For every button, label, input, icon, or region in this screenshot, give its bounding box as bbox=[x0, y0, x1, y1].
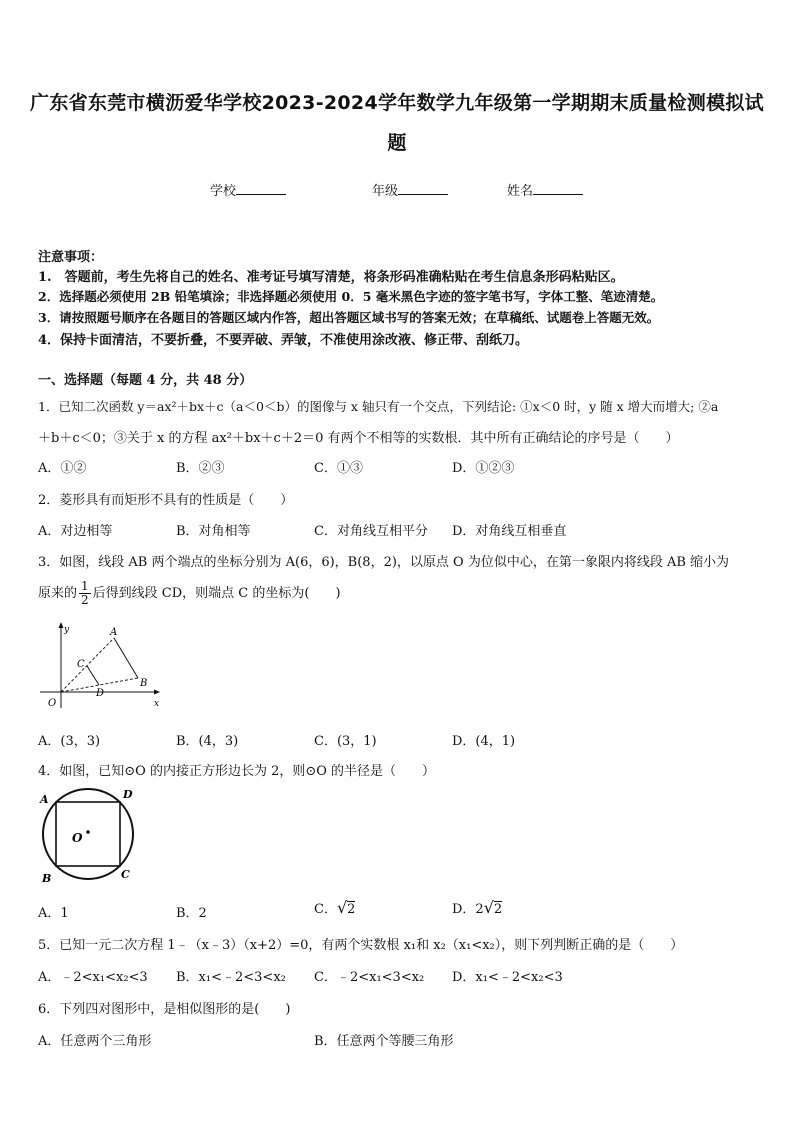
sqrt-icon: √ bbox=[336, 898, 348, 917]
q1-option-b: B．②③ bbox=[176, 461, 225, 476]
q4-stem: 4．如图，已知⊙O 的内接正方形边长为 2，则⊙O 的半径是（ ） bbox=[38, 764, 436, 779]
q2-option-c: C．对角线互相平分 bbox=[314, 524, 428, 539]
school-label: 学校 bbox=[210, 184, 237, 199]
q6-option-b: B．任意两个等腰三角形 bbox=[314, 1034, 454, 1049]
q3-stem-post: 后得到线段 CD，则端点 C 的坐标为( ) bbox=[92, 586, 341, 601]
notice-item-1: 1. 答题前，考生先将自己的姓名、准考证号填写清楚，将条形码准确粘贴在考生信息条形码粘贴区。 bbox=[38, 270, 624, 285]
figure-label-o: O bbox=[48, 698, 57, 709]
q4-option-d-label: D．2 bbox=[452, 902, 484, 917]
q3-option-a: A．(3，3) bbox=[38, 734, 101, 749]
q5-option-b: B．x₁<﹣2<3<x₂ bbox=[176, 970, 286, 985]
exam-title-line-2: 题 bbox=[387, 132, 407, 154]
figure-label-d: D bbox=[96, 688, 105, 699]
name-label: 姓名 bbox=[507, 184, 534, 199]
figure-label-y: y bbox=[64, 625, 70, 635]
q1-option-c: C．①③ bbox=[314, 461, 363, 476]
grade-label: 年级 bbox=[372, 184, 399, 199]
school-blank bbox=[236, 182, 286, 195]
q1-option-d: D．①②③ bbox=[452, 461, 515, 476]
q2-option-d: D．对角线互相垂直 bbox=[452, 524, 567, 539]
segment-ab bbox=[114, 638, 138, 678]
grade-blank bbox=[398, 182, 448, 195]
notice-item-2: 2．选择题必须使用 2B 铅笔填涂；非选择题必须使用 0．5 毫米黑色字迹的签字笔书写，字体工整、笔迹清楚。 bbox=[38, 289, 664, 304]
q4-label-c: C bbox=[121, 868, 130, 881]
figure-label-a: A bbox=[110, 627, 118, 638]
q3-option-c: C．(3，1) bbox=[314, 734, 377, 749]
q3-option-d: D．(4，1) bbox=[452, 734, 516, 749]
q3-stem-pre: 原来的 bbox=[38, 586, 78, 601]
name-field bbox=[507, 180, 583, 199]
q5-stem: 5．已知一元二次方程 1﹣（x﹣3）（x+2）=0，有两个实数根 x₁和 x₂（x₁<x₂），则下列判断正确的是（ ） bbox=[38, 938, 684, 953]
segment-cd bbox=[87, 666, 99, 685]
notice-item-3: 3．请按照题号顺序在各题目的答题区域内作答，超出答题区域书写的答案无效；在草稿纸、试题卷上答题无效。 bbox=[38, 310, 660, 325]
q2-option-b: B．对角相等 bbox=[176, 524, 251, 539]
q2-stem: 2．菱形具有而矩形不具有的性质是（ ） bbox=[38, 493, 294, 508]
section-1-heading: 一、选择题（每题 4 分，共 48 分） bbox=[38, 373, 253, 388]
q6-stem: 6．下列四对图形中，是相似图形的是( ) bbox=[38, 1002, 291, 1017]
inscribed-square bbox=[56, 802, 120, 866]
notice-item-4: 4．保持卡面清洁，不要折叠，不要弄破、弄皱，不准使用涂改液、修正带、刮纸刀。 bbox=[38, 333, 529, 348]
one-half-fraction bbox=[79, 580, 91, 607]
q1-option-a: A．①② bbox=[38, 461, 87, 476]
exam-title-line-1: 广东省东莞市横沥爱华学校2023-2024学年数学九年级第一学期期末质量检测模拟试 bbox=[30, 92, 764, 114]
fraction-numerator: 1 bbox=[81, 579, 89, 593]
q5-option-c: C．﹣2<x₁<3<x₂ bbox=[314, 970, 425, 985]
figure-label-c: C bbox=[77, 659, 85, 670]
q4-option-a: A．1 bbox=[38, 906, 69, 921]
q3-stem-line-1: 3．如图，线段 AB 两个端点的坐标分别为 A(6，6)，B(8，2)，以原点 O 为位似中心，在第一象限内将线段 AB 缩小为 bbox=[38, 555, 730, 570]
q4-option-d bbox=[452, 898, 502, 917]
sqrt-icon: √ bbox=[483, 898, 494, 917]
q3-stem-line-2 bbox=[38, 580, 341, 607]
grade-field bbox=[372, 180, 448, 199]
center-dot bbox=[86, 830, 90, 834]
figure-label-b: B bbox=[140, 678, 148, 689]
q4-option-d-radicand: 2 bbox=[493, 902, 503, 917]
q4-label-a: A bbox=[40, 793, 49, 806]
x-axis-arrow bbox=[154, 690, 160, 695]
q5-option-d: D．x₁<﹣2<x₂<3 bbox=[452, 970, 563, 985]
q5-option-a: A．﹣2<x₁<x₂<3 bbox=[38, 970, 148, 985]
name-blank bbox=[533, 182, 583, 195]
q4-circle-square-figure bbox=[36, 786, 142, 888]
q6-option-a: A．任意两个三角形 bbox=[38, 1034, 152, 1049]
figure-label-x: x bbox=[154, 699, 160, 709]
q4-option-c-label: C． bbox=[314, 902, 337, 917]
q1-stem-line-1: 1．已知二次函数 y＝ax²＋bx＋c（a＜0＜b）的图像与 x 轴只有一个交点，下列结论: ①x＜0 时，y 随 x 增大而增大; ②a bbox=[38, 399, 719, 414]
q4-label-o: O bbox=[72, 831, 83, 845]
y-axis-arrow bbox=[59, 622, 64, 628]
q4-option-c bbox=[314, 898, 355, 917]
q3-coordinate-figure bbox=[36, 620, 166, 712]
q3-option-b: B．(4，3) bbox=[176, 734, 239, 749]
notice-heading: 注意事项： bbox=[38, 250, 104, 265]
school-field bbox=[210, 180, 286, 199]
fraction-denominator: 2 bbox=[81, 593, 89, 607]
q4-label-d: D bbox=[123, 788, 133, 801]
q4-option-b: B．2 bbox=[176, 906, 207, 921]
q4-option-c-radicand: 2 bbox=[347, 902, 356, 917]
q1-stem-line-2: ＋b＋c＜0；③关于 x 的方程 ax²＋bx＋c＋2＝0 有两个不相等的实数根．其中所有正确结论的序号是（ ） bbox=[38, 431, 679, 446]
q2-option-a: A．对边相等 bbox=[38, 524, 113, 539]
q4-label-b: B bbox=[42, 872, 52, 885]
